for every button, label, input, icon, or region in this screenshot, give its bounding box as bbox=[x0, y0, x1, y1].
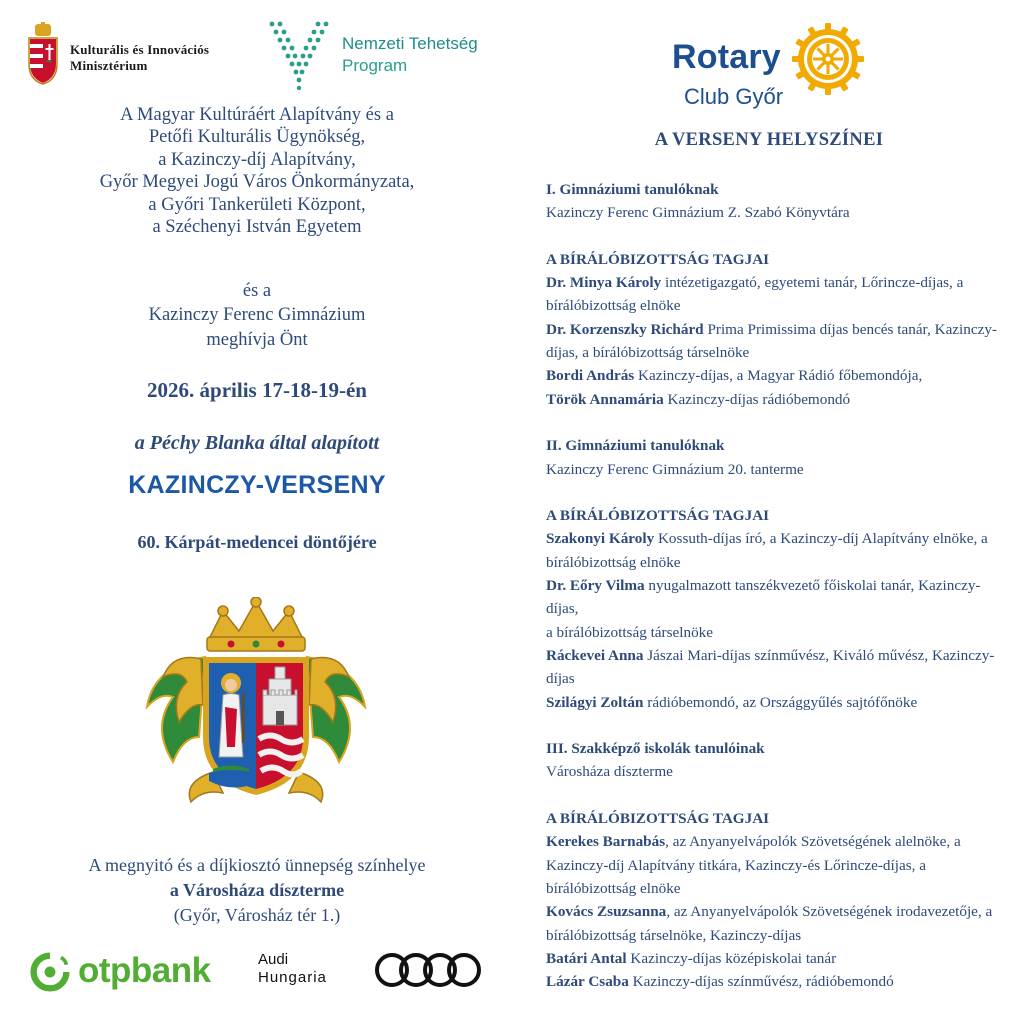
ceremony-venue: a Városháza díszterme bbox=[169, 880, 345, 900]
ceremony-line: A megnyitó és a díjkiosztó ünnepség színhelye bbox=[88, 855, 426, 875]
organizer-line: A Magyar Kultúráért Alapítvány és a bbox=[120, 105, 394, 125]
jury-member-name: Kerekes Barnabás bbox=[546, 833, 666, 851]
organizer-line: a Széchenyi István Egyetem bbox=[152, 217, 362, 238]
rotary-word: Rotary bbox=[672, 38, 781, 76]
jury-member bbox=[546, 830, 1001, 900]
spacer bbox=[546, 411, 1001, 434]
host-school-block bbox=[0, 279, 514, 352]
organizer-line: Petőfi Kulturális Ügynökség, bbox=[148, 127, 366, 148]
organizer-line: a Kazinczy-díj Alapítvány, bbox=[158, 149, 356, 170]
event-date: 2026. április 17-18-19-én bbox=[147, 378, 367, 402]
ministry-name-line: Minisztérium bbox=[70, 58, 148, 73]
section-venue: Kazinczy Ferenc Gimnázium Z. Szabó Könyvtára bbox=[546, 204, 850, 222]
jury-member-name: Szakonyi Károly bbox=[546, 530, 655, 548]
jury-member-role: Jászai Mari-díjas színművész, Kiváló művész, Kazinczy-díjas bbox=[546, 646, 995, 688]
jury-member bbox=[546, 271, 1001, 318]
section-venue: Városháza díszterme bbox=[546, 763, 673, 781]
jury-title: A BÍRÁLÓBIZOTTSÁG TAGJAI bbox=[546, 507, 770, 525]
jury-member-role: Kazinczy-díjas rádióbemondó bbox=[663, 390, 851, 408]
jury-member-role: nyugalmazott tanszékvezető főiskolai tanár, Kazinczy-díjas, bbox=[546, 577, 981, 618]
jury-member bbox=[546, 574, 1001, 621]
talent-program-icon bbox=[266, 18, 332, 94]
ceremony-info bbox=[0, 853, 514, 928]
jury-member-role: Prima Primissima díjas bencés tanár, Kazinczy-díjas, a bírálóbizottság társelnöke bbox=[546, 320, 997, 362]
spacer bbox=[546, 714, 1001, 737]
otp-bank-logo bbox=[30, 950, 230, 994]
jury-member bbox=[546, 388, 1001, 411]
talent-program-name-line: Program bbox=[342, 56, 408, 75]
ceremony-address: (Győr, Városház tér 1.) bbox=[173, 905, 341, 925]
audi-hungaria-name: Hungaria bbox=[258, 969, 327, 986]
jury-member bbox=[546, 364, 1001, 387]
and-line: és a bbox=[242, 281, 272, 301]
jury-member-name: Dr. Korzenszky Richárd bbox=[546, 320, 704, 338]
jury-member-role: Kazinczy-díjas színművész, rádióbemondó bbox=[628, 973, 894, 991]
otp-bank-name: otpbank bbox=[78, 951, 211, 990]
venues-heading: A VERSENY HELYSZÍNEI bbox=[654, 130, 884, 150]
jury-member bbox=[546, 644, 1001, 691]
rotary-club-logo bbox=[668, 22, 868, 112]
audi-hungaria-logo bbox=[258, 951, 327, 987]
rotary-club-name: Club Győr bbox=[684, 84, 784, 109]
organizers-list bbox=[0, 104, 514, 238]
audi-rings-icon bbox=[373, 951, 483, 989]
jury-member-role: , az Anyanyelvápolók Szövetségének irodavezetője, a bírálóbizottság társelnöke, Kazinczy-díjas bbox=[546, 903, 993, 944]
jury-member-name: Dr. Eőry Vilma bbox=[546, 577, 645, 595]
venues-list bbox=[546, 178, 1001, 993]
otp-icon bbox=[30, 952, 70, 992]
jury-member-role: intézetigazgató, egyetemi tanár, Lőrincze-díjas, a bírálóbizottság elnöke bbox=[546, 274, 964, 315]
jury-member-name: Szilágyi Zoltán bbox=[546, 693, 644, 711]
jury-member-role: rádióbemondó, az Országgyűlés sajtófőnöke bbox=[643, 693, 918, 711]
jury-member-name: Dr. Minya Károly bbox=[546, 274, 662, 292]
jury-member-name: Török Annamária bbox=[546, 390, 664, 408]
hungarian-coat-of-arms-icon bbox=[26, 22, 60, 86]
rotary-wheel-icon bbox=[792, 23, 864, 95]
jury-member bbox=[546, 691, 1001, 714]
jury-member-name: Bordi András bbox=[546, 367, 635, 385]
jury-member-name: Lázár Csaba bbox=[546, 973, 629, 991]
jury-member bbox=[546, 970, 1001, 993]
section-title: III. Szakképző iskolák tanulóinak bbox=[546, 740, 765, 758]
jury-member-role-extra: a bírálóbizottság társelnöke bbox=[546, 623, 714, 641]
ministry-name bbox=[70, 42, 209, 74]
jury-member-name: Ráckevei Anna bbox=[546, 646, 644, 664]
jury-member-role: Kazinczy-díjas, a Magyar Rádió főbemondója, bbox=[634, 367, 923, 385]
jury-member-name: Kovács Zsuzsanna bbox=[546, 903, 667, 921]
jury-member-role: Kazinczy-díjas középiskolai tanár bbox=[626, 949, 837, 967]
organizer-line: a Győri Tankerületi Központ, bbox=[148, 194, 366, 215]
section-title: II. Gimnáziumi tanulóknak bbox=[546, 437, 725, 455]
jury-title: A BÍRÁLÓBIZOTTSÁG TAGJAI bbox=[546, 250, 770, 268]
section-title: I. Gimnáziumi tanulóknak bbox=[546, 181, 719, 198]
jury-member-name: Batári Antal bbox=[546, 949, 627, 967]
section-venue: Kazinczy Ferenc Gimnázium 20. tanterme bbox=[546, 460, 804, 478]
jury-title: A BÍRÁLÓBIZOTTSÁG TAGJAI bbox=[546, 810, 770, 828]
host-school-name: Kazinczy Ferenc Gimnázium bbox=[148, 305, 366, 326]
final-line: 60. Kárpát-medencei döntőjére bbox=[137, 532, 377, 552]
jury-member-role: , az Anyanyelvápolók Szövetségének alelnöke, a Kazinczy-díj Alapítvány titkára, Kazinczy-és Lőrincze-díjas, a bírálóbizottság elnöke bbox=[546, 833, 961, 897]
competition-title: KAZINCZY-VERSENY bbox=[128, 471, 386, 499]
jury-member-role: Kossuth-díjas író, a Kazinczy-díj Alapítvány elnöke, a bírálóbizottság elnöke bbox=[546, 530, 988, 571]
talent-program-logo bbox=[266, 18, 506, 94]
organizer-line: Győr Megyei Jogú Város Önkormányzata, bbox=[99, 172, 415, 193]
talent-program-name-line: Nemzeti Tehetség bbox=[342, 34, 478, 53]
audi-name: Audi bbox=[258, 951, 289, 968]
jury-member bbox=[546, 527, 1001, 574]
invites-line: meghívja Önt bbox=[206, 329, 308, 350]
ministry-logo bbox=[26, 22, 256, 86]
founder-line: a Péchy Blanka által alapított bbox=[134, 432, 380, 454]
ministry-name-line: Kulturális és Innovációs bbox=[70, 42, 210, 57]
gyor-coat-of-arms-icon bbox=[143, 597, 369, 807]
jury-member bbox=[546, 900, 1001, 947]
talent-program-name bbox=[342, 33, 478, 77]
jury-member bbox=[546, 318, 1001, 365]
jury-member bbox=[546, 947, 1001, 970]
